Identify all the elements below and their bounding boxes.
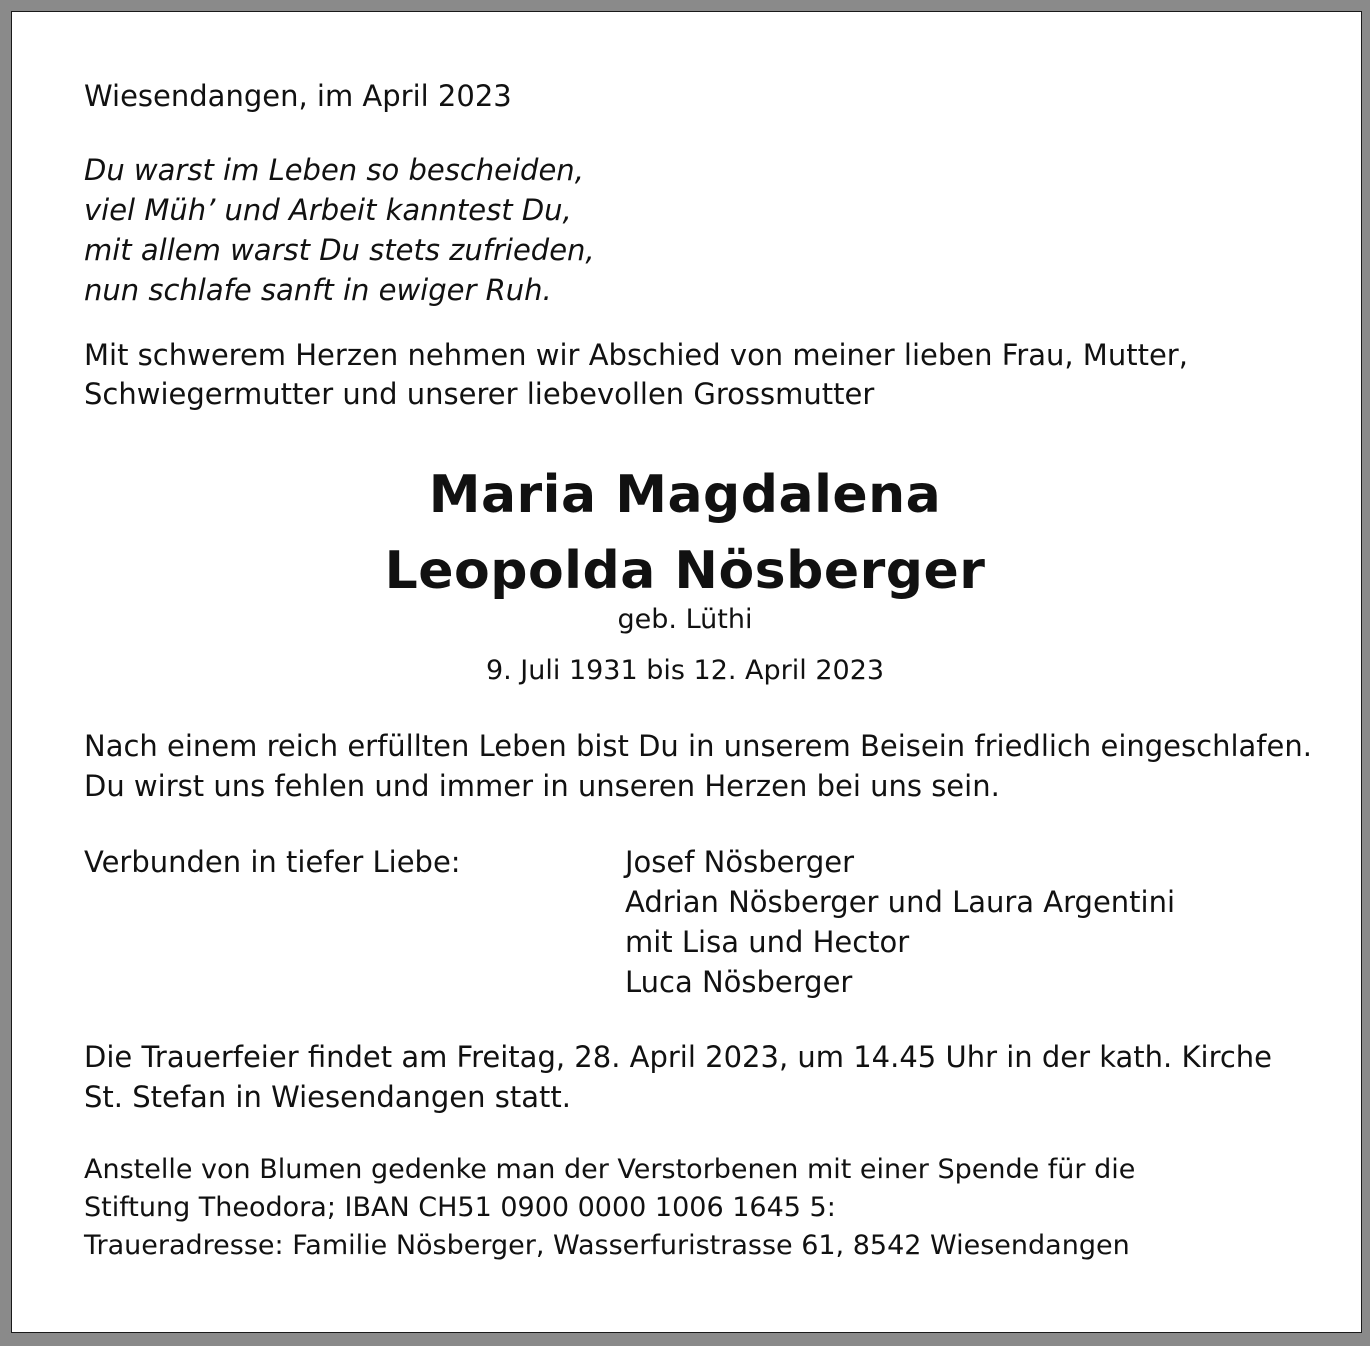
ceremony-line: St. Stefan in Wiesendangen statt. xyxy=(84,1080,571,1114)
poem-line: nun schlafe sanft in ewiger Ruh. xyxy=(84,273,552,307)
message-line: Du wirst uns fehlen und immer in unseren Herzen bei uns sein. xyxy=(84,769,1000,803)
poem-line: viel Müh’ und Arbeit kanntest Du, xyxy=(84,193,572,227)
message-line: Nach einem reich erfüllten Leben bist Du in unserem Beisein friedlich eingeschlafen. xyxy=(84,729,1312,763)
mourner-line: Josef Nösberger xyxy=(625,845,855,879)
mourner-line: Luca Nösberger xyxy=(625,965,853,999)
ceremony-line: Die Trauerfeier findet am Freitag, 28. April 2023, um 14.45 Uhr in der kath. Kirche xyxy=(84,1040,1273,1074)
poem-line: mit allem warst Du stets zufrieden, xyxy=(84,233,595,267)
donation-line: Traueradresse: Familie Nösberger, Wasserfuristrasse 61, 8542 Wiesendangen xyxy=(84,1230,1130,1261)
birth-name: geb. Lüthi xyxy=(617,604,753,635)
deceased-name-line1: Maria Magdalena xyxy=(428,465,942,525)
deceased-name-line2: Leopolda Nösberger xyxy=(384,541,986,601)
poem-line: Du warst im Leben so bescheiden, xyxy=(84,153,584,187)
donation-line: Anstelle von Blumen gedenke man der Verstorbenen mit einer Spende für die xyxy=(84,1154,1136,1185)
mourner-line: mit Lisa und Hector xyxy=(625,925,910,959)
mourner-line: Adrian Nösberger und Laura Argentini xyxy=(625,885,1176,919)
intro-line: Mit schwerem Herzen nehmen wir Abschied von meiner lieben Frau, Mutter, xyxy=(84,338,1188,372)
mourners-label: Verbunden in tiefer Liebe: xyxy=(84,845,461,879)
donation-line: Stiftung Theodora; IBAN CH51 0900 0000 1006 1645 5: xyxy=(84,1192,836,1223)
intro-line: Schwiegermutter und unserer liebevollen Grossmutter xyxy=(84,377,875,411)
place-date: Wiesendangen, im April 2023 xyxy=(84,79,512,113)
life-dates: 9. Juli 1931 bis 12. April 2023 xyxy=(485,655,885,686)
